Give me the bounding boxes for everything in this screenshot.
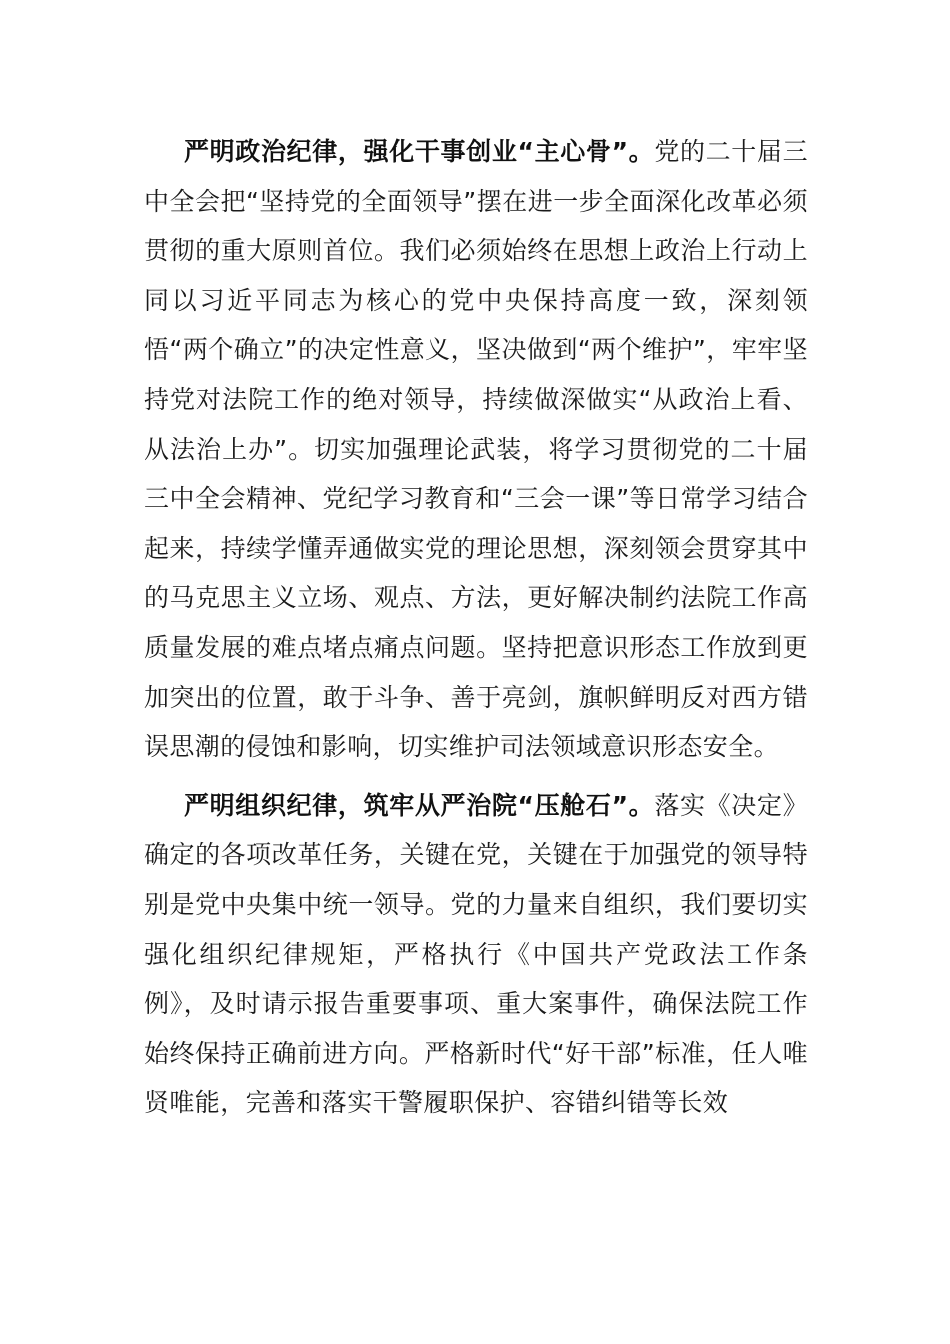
paragraph-political-discipline — [144, 127, 808, 772]
paragraph-organizational-discipline — [144, 781, 808, 1128]
document-body — [144, 127, 808, 1137]
paragraph-text: 落实《决定》确定的各项改革任务，关键在党，关键在于加强党的领导特别是党中央集中统一领导。党的力量来自组织，我们要切实强化组织纪律规矩，严格执行《中国共产党政法工作条例》，及时请示报告重要事项、重大案事件，确保法院工作始终保持正确前进方向。严格新时代“好干部”标准，任人唯贤唯能，完善和落实干警履职保护、容错纠错等长效 — [144, 790, 808, 1118]
paragraph-lead-heading: 严明政治纪律，强化干事创业“主心骨”。 — [184, 137, 655, 166]
paragraph-text: 党的二十届三中全会把“坚持党的全面领导”摆在进一步全面深化改革必须贯彻的重大原则首位。我们必须始终在思想上政治上行动上同以习近平同志为核心的党中央保持高度一致，深刻领悟“两个确立”的决定性意义，坚决做到“两个维护”，牢牢坚持党对法院工作的绝对领导，持续做深做实“从政治上看、从法治上办”。切实加强理论武装，将学习贯彻党的二十届三中全会精神、党纪学习教育和“三会一课”等日常学习结合起来，持续学懂弄通做实党的理论思想，深刻领会贯穿其中的马克思主义立场、观点、方法，更好解决制约法院工作高质量发展的难点堵点痛点问题。坚持把意识形态工作放到更加突出的位置，敢于斗争、善于亮剑，旗帜鲜明反对西方错误思潮的侵蚀和影响，切实维护司法领域意识形态安全。 — [144, 137, 808, 762]
paragraph-lead-heading: 严明组织纪律，筑牢从严治院“压舱石”。 — [184, 790, 655, 820]
